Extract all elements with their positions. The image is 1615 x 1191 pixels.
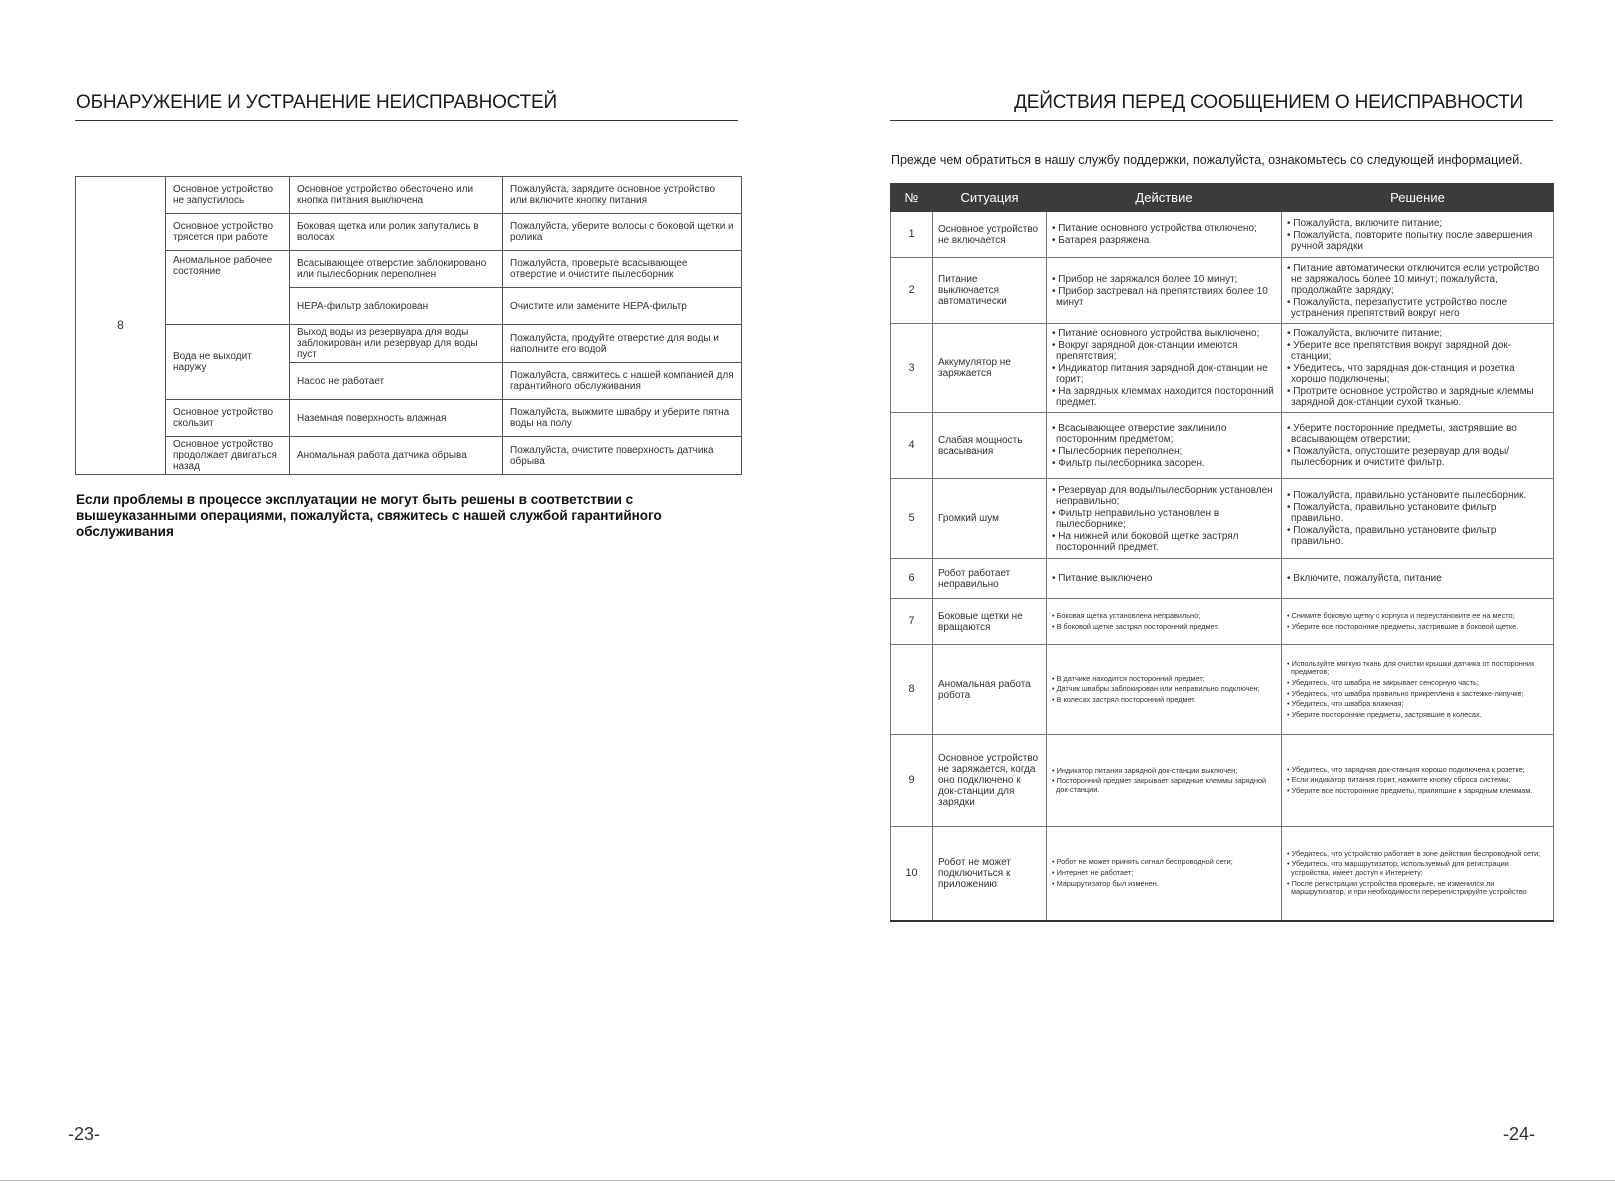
row-number: 7 (891, 599, 933, 645)
action-item: • Питание выключено (1052, 573, 1153, 584)
table-row (891, 258, 1554, 324)
solution-item: • Убедитесь, что зарядная док-станция хорошо подключена к розетке; (1287, 764, 1525, 774)
solution-cell (1282, 324, 1554, 413)
solution-item: • Убедитесь, что зарядная док-станция и розетка хорошо подключены; (1287, 363, 1515, 385)
heading-divider (890, 120, 1553, 121)
problem-cell: Основное устройство трясется при работе (166, 214, 290, 251)
action-cell (1047, 479, 1282, 559)
action-item: • Всасывающее отверстие заклинило посторонним предметом; (1052, 422, 1227, 445)
solution-item: • Уберите посторонние предметы, застрявшие во всасывающем отверстии; (1287, 423, 1517, 445)
header-num: № (891, 184, 933, 212)
solution-item: • Пожалуйста, опустошите резервуар для воды/пылесборник и очистите фильтр. (1287, 446, 1510, 468)
solution-item: • Питание автоматически отключится если устройство не заряжалось более 10 минут; пожалуйста, продолжайте зарядку; (1287, 262, 1540, 296)
action-item: • Батарея разряжена (1052, 235, 1150, 246)
header-solution: Решение (1282, 184, 1554, 212)
action-item: • Индикатор питания зарядной док-станции выключен; (1052, 765, 1238, 775)
row-number: 8 (891, 645, 933, 735)
action-cell (1047, 599, 1282, 645)
cause-cell: Аномальная работа датчика обрыва (290, 437, 503, 475)
action-item: • Прибор застревал на препятствиях более 10 минут (1052, 285, 1268, 308)
situation-cell: Основное устройство не включается (933, 212, 1047, 258)
action-item: • Интернет не работает; (1052, 867, 1134, 877)
situation-cell: Робот не может подключиться к приложению (933, 827, 1047, 921)
solution-item: • Убедитесь, что маршрутизатор, используемый для регистрации устройства, имеет доступ к Интернету; (1287, 859, 1509, 877)
page-number: -23- (68, 1124, 101, 1144)
cause-cell: Основное устройство обесточено или кнопка питания выключена (290, 177, 503, 214)
cause-cell: Наземная поверхность влажная (290, 400, 503, 437)
action-item: • Боковая щетка установлена неправильно; (1052, 610, 1201, 620)
solution-item: • Пожалуйста, включите питание; (1287, 217, 1443, 229)
solution-cell (1282, 599, 1554, 645)
solution-cell (1282, 559, 1554, 599)
solution-item: • Пожалуйста, правильно установите фильтр правильно. (1287, 502, 1497, 524)
cause-cell: Всасывающее отверстие заблокировано или пылесборник переполнен (290, 251, 503, 288)
solution-item: • Снимите боковую щетку с корпуса и переустановите ее на место; (1287, 610, 1515, 620)
row-number: 5 (891, 479, 933, 559)
solution-item: • Убедитесь, что устройство работает в зоне действия беспроводной сети; (1287, 848, 1541, 858)
header-action: Действие (1047, 184, 1282, 212)
action-cell (1047, 212, 1282, 258)
action-item: • Питание основного устройства отключено; (1052, 223, 1257, 234)
solution-item: • Уберите посторонние предметы, застрявшие в колесах. (1287, 709, 1482, 719)
solution-item: • После регистрации устройства проверьте, не изменился ли маршрутизатор, и при необходимости перерегистрируйте устройство (1287, 878, 1527, 897)
solution-item: • Пожалуйста, включите питание; (1287, 328, 1443, 339)
solution-cell (1282, 735, 1554, 827)
action-item: • Резервуар для воды/пылесборник установлен неправильно; (1052, 484, 1273, 507)
solution-cell: Пожалуйста, зарядите основное устройство или включите кнопку питания (503, 177, 742, 214)
table-row (76, 214, 742, 251)
row-number: 10 (891, 827, 933, 921)
solution-item: • Убедитесь, что швабра не закрывает сенсорную часть; (1287, 677, 1479, 687)
troubleshooting-table (75, 176, 742, 475)
solution-cell (1282, 258, 1554, 324)
intro-text: Прежде чем обратиться в нашу службу поддержки, пожалуйста, ознакомьтесь со следующей информацией. (891, 153, 1523, 167)
problem-cell: Основное устройство скользит (166, 400, 290, 437)
action-cell (1047, 827, 1282, 921)
solution-cell (1282, 413, 1554, 479)
problem-cell: Аномальное рабочее состояние (166, 251, 290, 325)
table-row (891, 212, 1554, 258)
table-row (891, 645, 1554, 735)
solution-item: • Если индикатор питания горит, нажмите кнопку сброса системы; (1287, 775, 1511, 785)
action-item: • Посторонний предмет закрывает зарядные клеммы зарядной док-станции. (1052, 776, 1267, 794)
solution-cell: Очистите или замените HEPA-фильтр (503, 288, 742, 325)
cause-cell: Боковая щетка или ролик запутались в волосах (290, 214, 503, 251)
solution-item: • Пожалуйста, перезапустите устройство после устранения препятствий вокруг него (1287, 296, 1508, 319)
action-cell (1047, 324, 1282, 413)
solution-cell: Пожалуйста, свяжитесь с нашей компанией для гарантийного обслуживания (503, 363, 742, 400)
table-row (76, 251, 742, 288)
section-number: 8 (76, 177, 166, 475)
action-item: • Робот не может принять сигнал беспроводной сети; (1052, 857, 1233, 867)
contact-warning: Если проблемы в процессе эксплуатации не могут быть решены в соответствии с вышеуказанными операциями, пожалуйста, свяжитесь с нашей службой гарантийного обслуживания (76, 492, 662, 539)
solution-item: • Уберите все препятствия вокруг зарядной док-станции; (1287, 340, 1511, 362)
solution-item: • Протрите основное устройство и зарядные клеммы зарядной док-станции сухой тканью. (1287, 386, 1534, 408)
table-row (76, 177, 742, 214)
solution-cell: Пожалуйста, продуйте отверстие для воды и наполните его водой (503, 325, 742, 363)
solution-item: • Уберите все посторонние предметы, прилипшие к зарядным клеммам. (1287, 785, 1533, 795)
cause-cell: Выход воды из резервуара для воды заблокирован или резервуар для воды пуст (290, 325, 503, 363)
solution-item: • Пожалуйста, правильно установите фильтр правильно. (1287, 525, 1497, 547)
solution-cell: Пожалуйста, выжмите швабру и уберите пятна воды на полу (503, 400, 742, 437)
action-item: • На нижней или боковой щетке застрял посторонний предмет. (1052, 530, 1239, 553)
action-item: • Маршрутизатор был изменен. (1052, 878, 1159, 888)
action-item: • Датчик швабры заблокирован или неправильно подключен; (1052, 684, 1260, 694)
solution-item: • Убедитесь, что швабра правильно прикреплена к застежке-липучке; (1287, 688, 1524, 698)
situation-cell: Аккумулятор не заряжается (933, 324, 1047, 413)
row-number: 4 (891, 413, 933, 479)
solution-cell (1282, 645, 1554, 735)
pre-report-table (890, 183, 1554, 922)
action-item: • В датчике находится посторонний предмет; (1052, 673, 1205, 683)
table-row (891, 324, 1554, 413)
action-item: • Индикатор питания зарядной док-станции не горит; (1052, 363, 1268, 385)
solution-item: • Используйте мягкую ткань для очистки крышки датчика от посторонних предметов; (1287, 658, 1535, 677)
solution-item: • Включите, пожалуйста, питание (1287, 573, 1442, 584)
action-cell (1047, 645, 1282, 735)
footer-divider (0, 1180, 1615, 1181)
action-item: • Вокруг зарядной док-станции имеются препятствия; (1052, 340, 1238, 362)
solution-item: • Уберите все посторонние предметы, застрявшие в боковой щетке. (1287, 621, 1519, 631)
header-situation: Ситуация (933, 184, 1047, 212)
page-number: -24- (1502, 1124, 1535, 1144)
solution-item: • Убедитесь, что швабра влажная; (1287, 699, 1404, 709)
action-item: • На зарядных клеммах находится посторонний предмет. (1052, 386, 1274, 408)
situation-cell: Основное устройство не заряжается, когда оно подключено к док-станции для зарядки (933, 735, 1047, 827)
problem-cell: Вода не выходит наружу (166, 325, 290, 400)
table-row (891, 735, 1554, 827)
table-row (76, 400, 742, 437)
action-cell (1047, 735, 1282, 827)
table-row (76, 325, 742, 363)
situation-cell: Боковые щетки не вращаются (933, 599, 1047, 645)
action-item: • В колесах застрял посторонний предмет. (1052, 694, 1196, 704)
cause-cell: Насос не работает (290, 363, 503, 400)
solution-cell (1282, 827, 1554, 921)
action-item: • Фильтр пылесборника засорен. (1052, 457, 1205, 469)
table-row (891, 599, 1554, 645)
situation-cell: Робот работает неправильно (933, 559, 1047, 599)
solution-cell (1282, 479, 1554, 559)
solution-cell (1282, 212, 1554, 258)
situation-cell: Слабая мощность всасывания (933, 413, 1047, 479)
table-row (891, 413, 1554, 479)
action-item: • Питание основного устройства выключено; (1052, 328, 1260, 339)
action-item: • В боковой щетке застрял посторонний предмет. (1052, 621, 1219, 631)
problem-cell: Основное устройство продолжает двигаться назад (166, 437, 290, 475)
solution-item: • Пожалуйста, правильно установите пылесборник. (1287, 490, 1527, 501)
table-row (891, 479, 1554, 559)
solution-cell: Пожалуйста, проверьте всасывающее отверстие и очистите пылесборник (503, 251, 742, 288)
action-item: • Пылесборник переполнен; (1052, 445, 1183, 457)
situation-cell: Аномальная работа робота (933, 645, 1047, 735)
table-row (891, 559, 1554, 599)
action-item: • Фильтр неправильно установлен в пылесборнике; (1052, 507, 1220, 530)
action-cell (1047, 258, 1282, 324)
situation-cell: Питание выключается автоматически (933, 258, 1047, 324)
solution-item: • Пожалуйста, повторите попытку после завершения ручной зарядки (1287, 229, 1533, 252)
solution-cell: Пожалуйста, очистите поверхность датчика обрыва (503, 437, 742, 475)
row-number: 3 (891, 324, 933, 413)
action-item: • Прибор не заряжался более 10 минут; (1052, 273, 1238, 285)
table-row (891, 827, 1554, 921)
table-header (891, 184, 1554, 212)
table-row (76, 437, 742, 475)
solution-cell: Пожалуйста, уберите волосы с боковой щетки и ролика (503, 214, 742, 251)
cause-cell: HEPA-фильтр заблокирован (290, 288, 503, 325)
action-cell (1047, 413, 1282, 479)
page-title-troubleshooting: ОБНАРУЖЕНИЕ И УСТРАНЕНИЕ НЕИСПРАВНОСТЕЙ (76, 92, 557, 113)
heading-divider (75, 120, 738, 121)
row-number: 6 (891, 559, 933, 599)
page-title-before-reporting: ДЕЙСТВИЯ ПЕРЕД СООБЩЕНИЕМ О НЕИСПРАВНОСТИ (1014, 92, 1523, 113)
row-number: 2 (891, 258, 933, 324)
action-cell (1047, 559, 1282, 599)
problem-cell: Основное устройство не запустилось (166, 177, 290, 214)
row-number: 9 (891, 735, 933, 827)
situation-cell: Громкий шум (933, 479, 1047, 559)
row-number: 1 (891, 212, 933, 258)
